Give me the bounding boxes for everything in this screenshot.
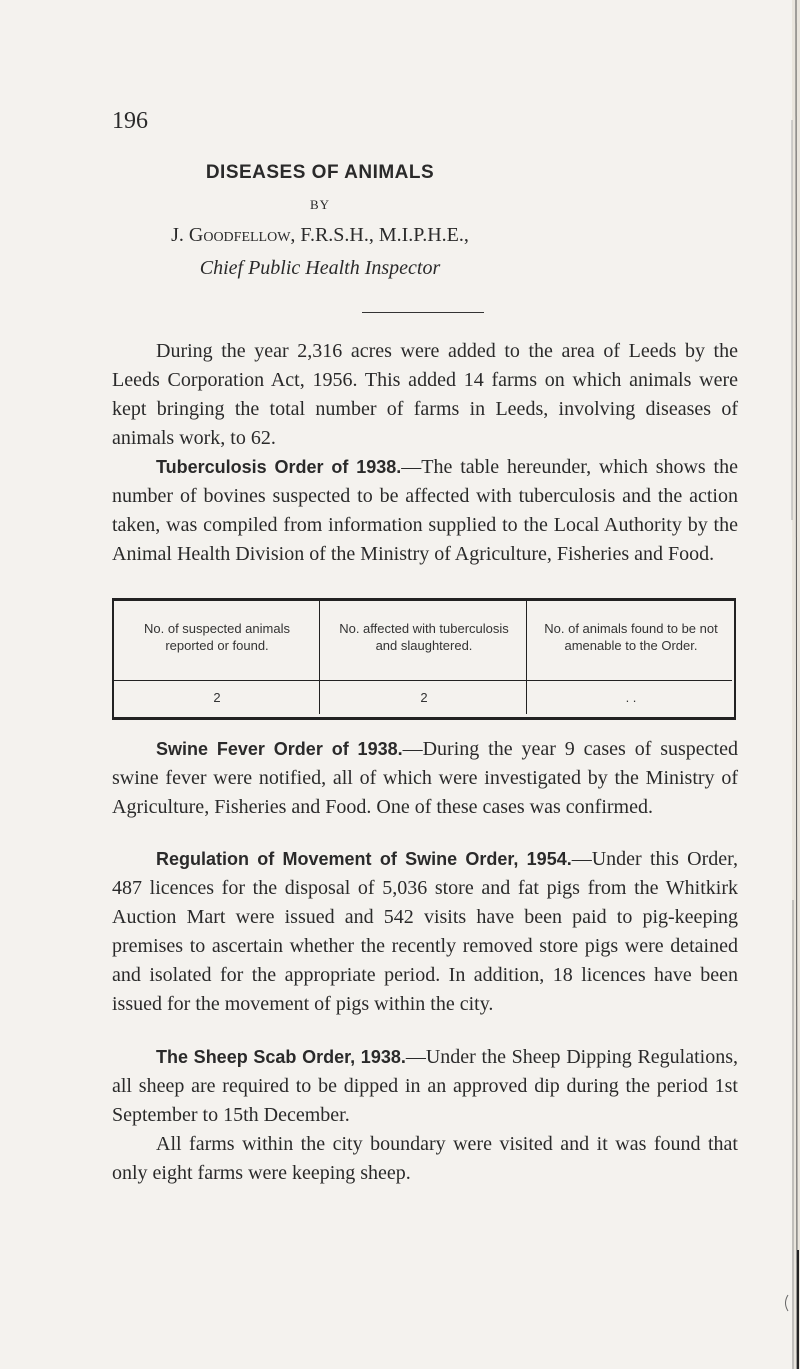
tuberculosis-heading: Tuberculosis Order of 1938. [156, 457, 402, 477]
table-cell-slaughtered: 2 [420, 690, 428, 705]
table-header-slaughtered: No. affected with tuberculosis and slaughtered. [339, 621, 509, 653]
table-header-not-amenable: No. of animals found to be not amenable to the Order. [544, 621, 718, 653]
sheep-farms-paragraph: All farms within the city boundary were visited and it was found that only eight farms were keeping sheep. [112, 1133, 738, 1184]
table-cell-not-amenable: . . [625, 690, 637, 705]
tuberculosis-table [112, 598, 736, 720]
tuberculosis-paragraph: Tuberculosis Order of 1938.—The table hereunder, which shows the number of bovines suspected to be affected with tuberculosis and the action taken, was compiled from information supplied to the Local Authority by the Animal Health Division of the Ministry of Agriculture, Fisheries and Food. [112, 456, 738, 565]
divider-rule [362, 312, 484, 313]
table-header-suspected: No. of suspected animals reported or found. [144, 621, 290, 653]
swine-fever-heading: Swine Fever Order of 1938. [156, 739, 403, 759]
author-role: Chief Public Health Inspector [199, 257, 441, 279]
swine-fever-paragraph: Swine Fever Order of 1938.—During the year 9 cases of suspected swine fever were notified, all of which were investigated by the Ministry of Agriculture, Fisheries and Food. One of these cases was confirmed. [112, 738, 738, 818]
movement-heading: Regulation of Movement of Swine Order, 1954. [156, 849, 572, 869]
intro-paragraph: During the year 2,316 acres were added to the area of Leeds by the Leeds Corporation Act, 1956. This added 14 farms on which animals were kept bringing the total number of farms in Leeds, involving diseases of animals work, to 62. [112, 340, 738, 449]
page-edge-binding [770, 0, 800, 1369]
sheep-scab-paragraph: The Sheep Scab Order, 1938.—Under the Sheep Dipping Regulations, all sheep are required to be dipped in an approved dip during the period 1st September to 15th December. [112, 1046, 738, 1126]
author-name: J. Goodfellow, F.R.S.H., M.I.P.H.E., [171, 224, 469, 246]
page-number: 196 [112, 108, 148, 134]
byline-label: BY [309, 197, 331, 212]
table-cell-suspected: 2 [213, 690, 221, 705]
movement-paragraph: Regulation of Movement of Swine Order, 1954.—Under this Order, 487 licences for the disposal of 5,036 store and fat pigs from the Whitkirk Auction Mart were issued and 542 visits have been paid to pig-keeping premises to ascertain whether the recently removed store pigs were detained and isolated for the appropriate period. In addition, 18 licences have been issued for the movement of pigs within the city. [112, 848, 738, 1015]
sheep-scab-heading: The Sheep Scab Order, 1938. [156, 1047, 406, 1067]
section-title: DISEASES OF ANIMALS [205, 162, 435, 183]
